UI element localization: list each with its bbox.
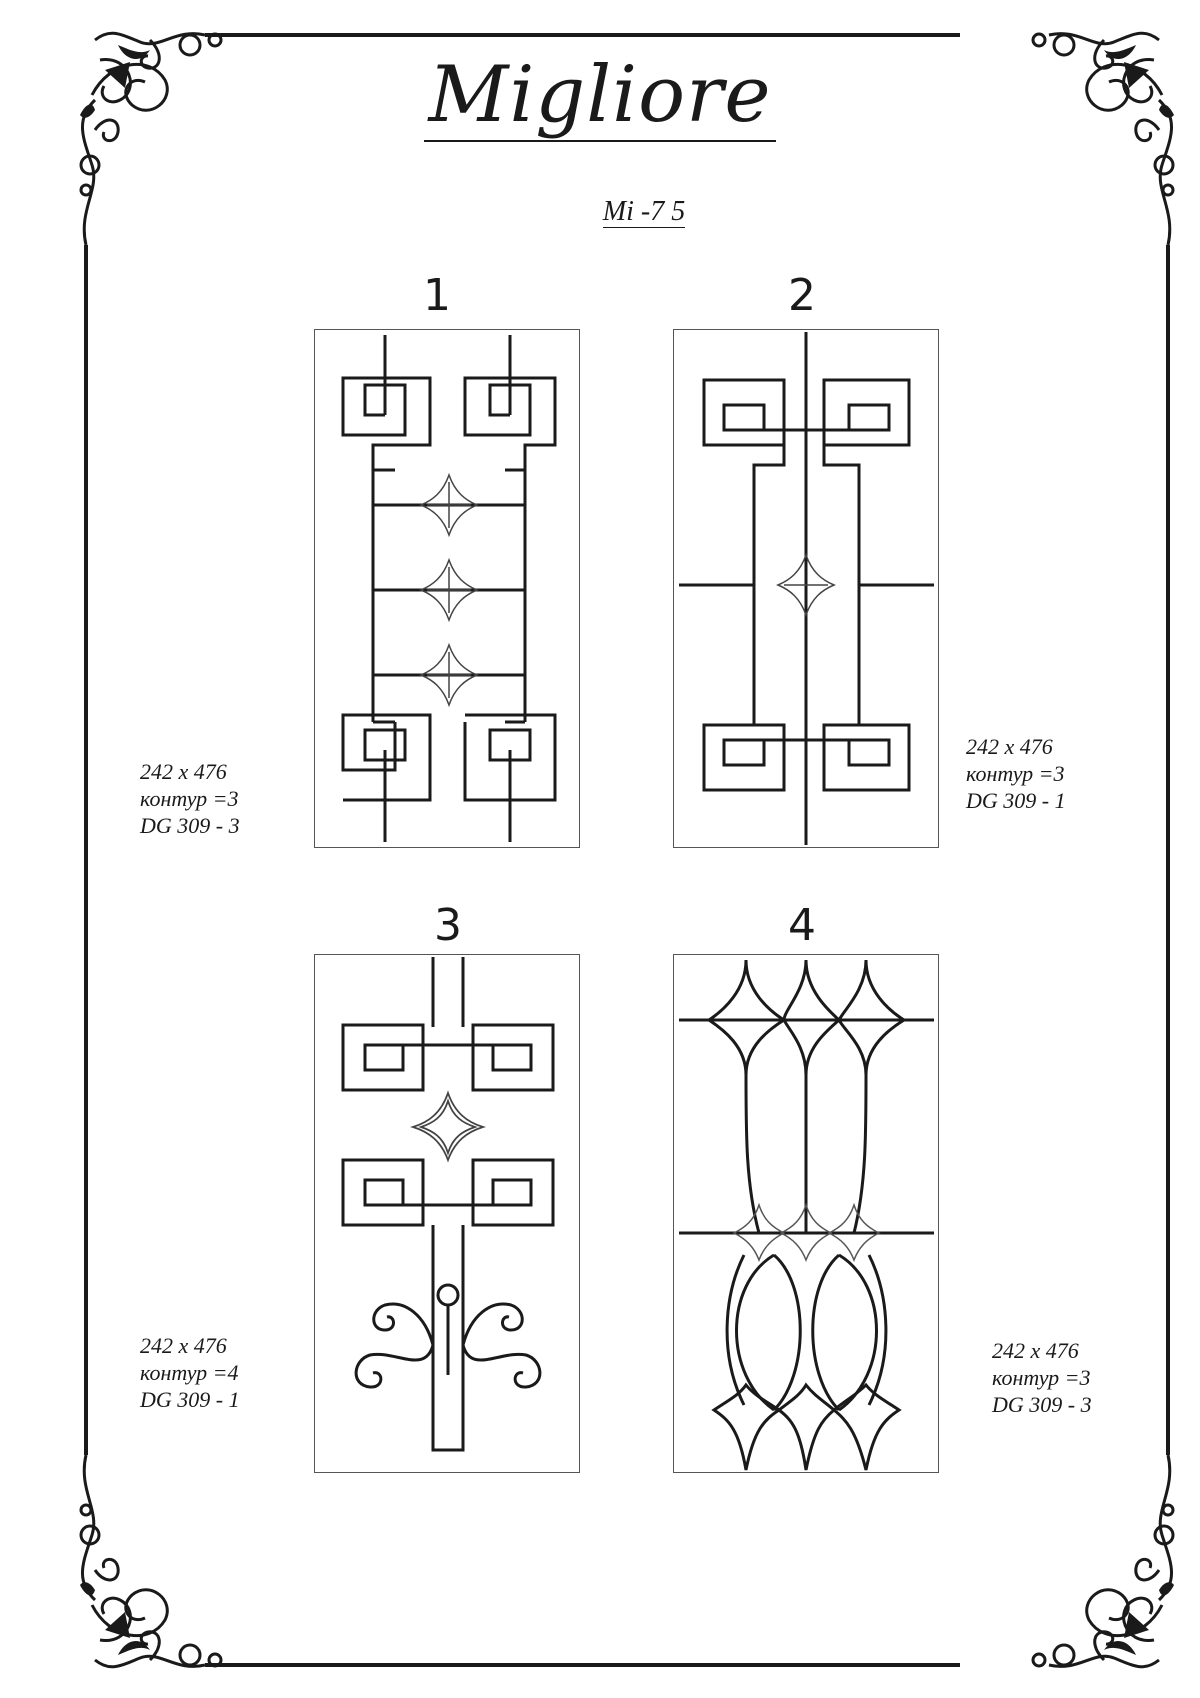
design-3-contour: контур =4 [140,1360,239,1385]
design-1-panel [314,329,580,848]
design-1-size: 242 x 476 [140,759,227,784]
brand-name: Migliore [424,50,775,142]
design-2-panel [673,329,939,848]
design-3-glass: DG 309 - 1 [140,1387,240,1412]
design-2-contour: контур =3 [966,761,1065,786]
blank-label-area [497,1565,747,1650]
design-3-size: 242 x 476 [140,1333,227,1358]
design-4-size: 242 x 476 [992,1338,1079,1363]
design-2-glass: DG 309 - 1 [966,788,1066,813]
design-1-drawing [315,330,579,847]
design-1-spec [140,758,240,839]
catalog-code-text: Mi -7 5 [602,196,686,227]
design-4-spec [992,1337,1092,1418]
design-2-number: 2 [788,270,816,321]
catalog-code [0,196,1200,228]
design-3-number: 3 [434,900,462,951]
design-4-panel [673,954,939,1473]
design-3-spec [140,1332,240,1413]
design-4-glass: DG 309 - 3 [992,1392,1092,1417]
design-3-drawing [315,955,579,1472]
brand-logo [0,50,1200,140]
design-4-number: 4 [788,900,816,951]
design-1-glass: DG 309 - 3 [140,813,240,838]
design-1-contour: контур =3 [140,786,239,811]
design-4-contour: контур =3 [992,1365,1091,1390]
design-4-drawing [674,955,938,1472]
design-2-spec [966,733,1066,814]
design-3-panel [314,954,580,1473]
design-2-size: 242 x 476 [966,734,1053,759]
design-2-drawing [674,330,938,847]
design-1-number: 1 [423,270,451,321]
